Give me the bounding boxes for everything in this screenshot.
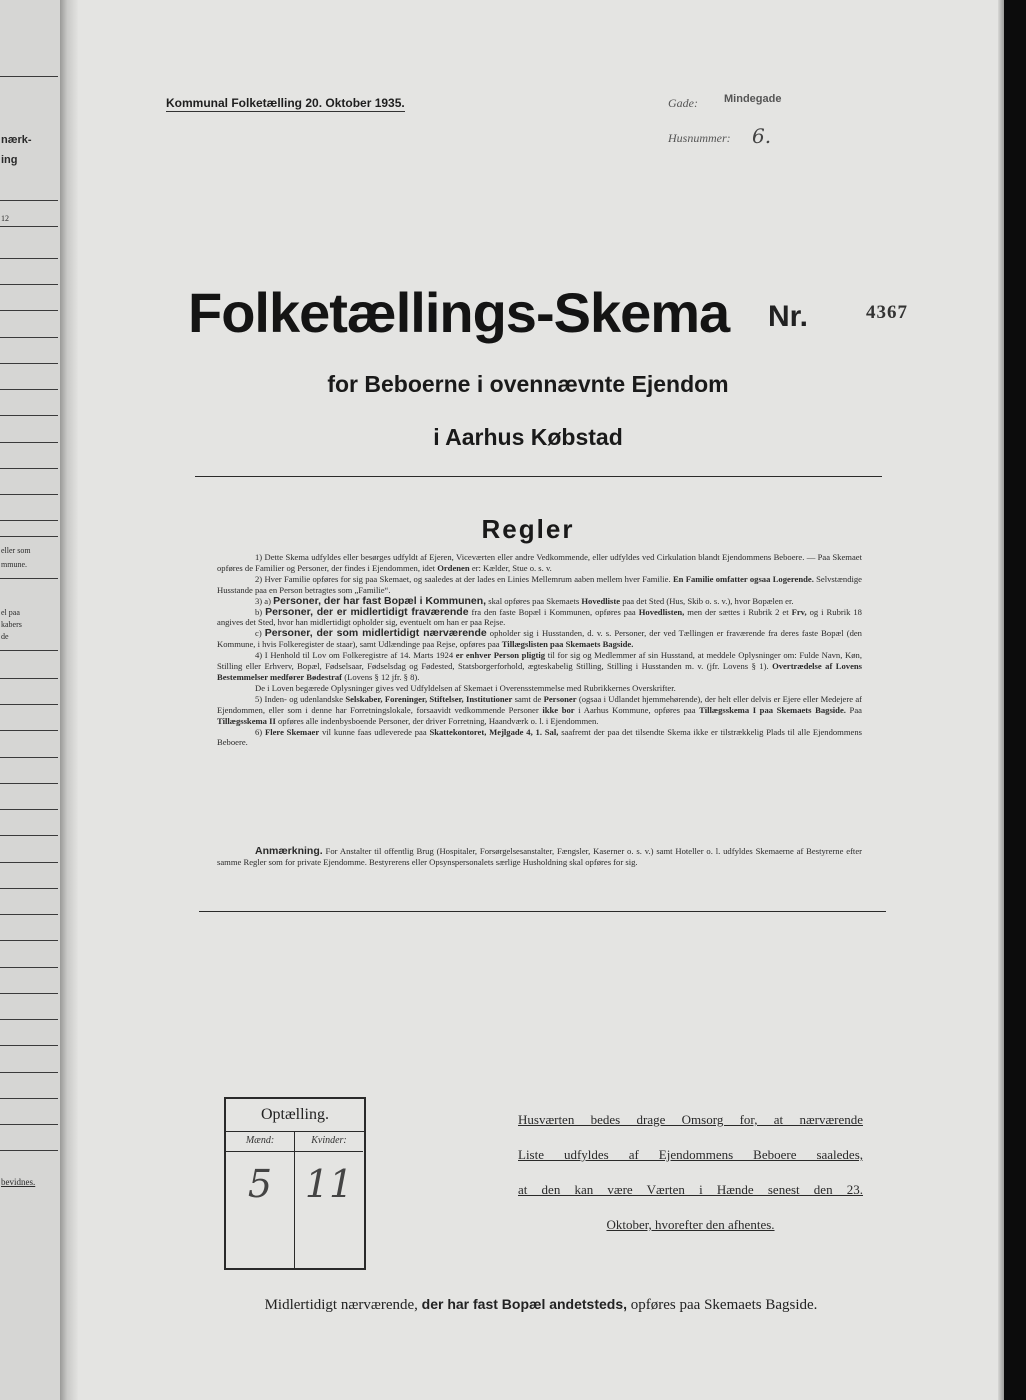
annotation-note <box>217 846 862 868</box>
divider <box>199 911 886 912</box>
street-label: Gade: <box>668 96 698 110</box>
form-nr-label: Nr. <box>768 300 809 333</box>
form-location: i Aarhus Købstad <box>433 424 623 450</box>
notice-line: Liste udfyldes af Ejendommens Beboere saaledes, <box>518 1147 863 1162</box>
tally-men-column <box>226 1131 295 1268</box>
footer-note: Midlertidigt nærværende, der har fast Bopæl andetsteds, opføres paa Skemaets Bagside. <box>264 1296 818 1313</box>
annotation-label: Anmærkning. <box>255 845 323 857</box>
women-label: Kvinder: <box>295 1131 363 1152</box>
annotation-text: For Anstalter til offentlig Brug (Hospitaler, Forsørgelsesanstalter, Fængsler, Kaserner o. s. v.) samt Hoteller o. l. udfyldes Skemaerne af Bestyrerne efter samme Regler som for private Ejendomme. Bestyrerens eller Opsynspersonalets særlige Husholdning skal opføres for sig. <box>217 846 862 867</box>
book-binding <box>60 0 78 1400</box>
rule-4: 4) I Henhold til Lov om Folkeregistre af 14. Marts 1924 er enhver Person pligtig til for sig og Medlemmer af sin Husstand, at meddele Oplysninger om: Fulde Navn, Køn, Stilling eller Erhverv, Bopæl, Fødselsaar, Fødselsdag og Fødested, Statsborgerforhold, ægteskabelig Stilling, Stilling i Husstanden m. v. (jfr. Lovens § 1). Overtrædelse af Lovens Bestemmelser medfører Bødestraf (Lovens § 12 jfr. § 8). <box>217 650 863 682</box>
rule-3c: c) Personer, der som midlertidigt nærværende opholder sig i Husstanden, d. v. s. Personer, der ved Tællingen er fraværende fra deres faste Bopæl (den Kommune, i hvis Folkeregister de staar), samt Udlændinge paa Rejse, opføres paa Tillægslisten paa Skemaets Bagside. <box>217 627 862 650</box>
prev-fragment: kabers <box>1 620 22 629</box>
form-title: Folketællings-Skema <box>188 281 730 344</box>
prev-fragment: ing <box>1 154 18 166</box>
tally-title: Optælling. <box>226 1099 364 1132</box>
landlord-notice <box>518 1102 863 1242</box>
prev-fragment: nærk- <box>1 134 32 146</box>
men-count: 5 <box>247 1162 273 1206</box>
men-label: Mænd: <box>226 1131 294 1152</box>
prev-fragment: el paa <box>1 608 20 617</box>
census-header: Kommunal Folketælling 20. Oktober 1935. <box>166 96 405 110</box>
notice-line: Oktober, hvorefter den afhentes. <box>606 1217 775 1232</box>
tally-box <box>224 1097 366 1270</box>
form-subtitle: for Beboerne i ovennævnte Ejendom <box>327 371 729 397</box>
prev-fragment: bevidnes. <box>1 1177 36 1187</box>
rule-1: 1) Dette Skema udfyldes eller besørges udfyldt af Ejeren, Viceværten eller andre Vedkommende, eller udfyldes ved Cirkulation blandt Ejendommens Beboere. — Paa Skemaet opføres de Familier og Personer, der findes i Ejendommen, idet Ordenen er: Kælder, Stue o. s. v. <box>217 552 862 573</box>
census-form-page <box>78 0 1004 1400</box>
page-edge <box>998 0 1004 1400</box>
rule-3b: b) Personer, der er midlertidigt fraværende fra den faste Bopæl i Kommunen, opføres paa Hovedlisten, men der sættes i Rubrik 2 et Frv, og i Rubrik 18 angives det Sted, hvor han midlertidigt opholder sig, eventuelt om han er paa Rejse. <box>217 605 862 628</box>
divider <box>195 476 882 477</box>
street-value: Mindegade <box>724 93 782 105</box>
rules-text <box>217 552 862 748</box>
form-number: 4367 <box>866 302 908 323</box>
house-number-label: Husnummer: <box>668 131 731 145</box>
rule-6: 6) Flere Skemaer vil kunne faas udleverede paa Skattekontoret, Mejlgade 4, 1. Sal, saafremt der paa det tilsendte Skema ikke er tilstrækkelig Plads til alle Ejendommens Beboere. <box>217 726 862 748</box>
notice-line: at den kan være Værten i Hænde senest den 23. <box>518 1182 863 1197</box>
women-count: 11 <box>304 1162 354 1206</box>
rule-2: 2) Hver Familie opføres for sig paa Skemaet, og saaledes at der lades en Linies Mellemrum aaben mellem hver Familie. En Familie omfatter ogsaa Logerende. Selvstændige Husstande paa en Person betragtes som „Familie“. <box>217 573 862 595</box>
house-number-value: 6. <box>752 124 772 148</box>
rule-4-note: De i Loven begærede Oplysninger gives ved Udfyldelsen af Skemaet i Overensstemmelse med Rubrikkernes Overskrifter. <box>255 682 676 693</box>
prev-fragment: de <box>1 632 9 641</box>
prev-fragment: eller som <box>1 546 31 555</box>
notice-line: Husværten bedes drage Omsorg for, at nærværende <box>518 1112 863 1127</box>
rule-3a: 3) a) Personer, der har fast Bopæl i Kommunen, skal opføres paa Skemaets Hovedliste paa det Sted (Hus, Skib o. s. v.), hvor Bopælen er. <box>255 594 794 607</box>
rules-heading: Regler <box>481 514 575 544</box>
prev-fragment: mmune. <box>1 560 27 569</box>
rule-5: 5) Inden- og udenlandske Selskaber, Foreninger, Stiftelser, Institutioner samt de Personer (ogsaa i Udlandet hjemmehørende), der helt eller delvis er Ejere eller Medejere af Ejendommen, eller som i denne har Forretningslokale, forsaavidt vedkommende Personer ikke bor i Aarhus Kommune, opføres paa Tillægsskema I paa Skemaets Bagside. Paa Tillægsskema II opføres alle indenbysboende Personer, der driver Forretning, Haandværk o. l. i Ejendommen. <box>217 693 863 726</box>
tally-women-column <box>295 1131 363 1268</box>
previous-page-strip <box>0 0 60 1400</box>
prev-fragment: 12 <box>1 214 9 223</box>
